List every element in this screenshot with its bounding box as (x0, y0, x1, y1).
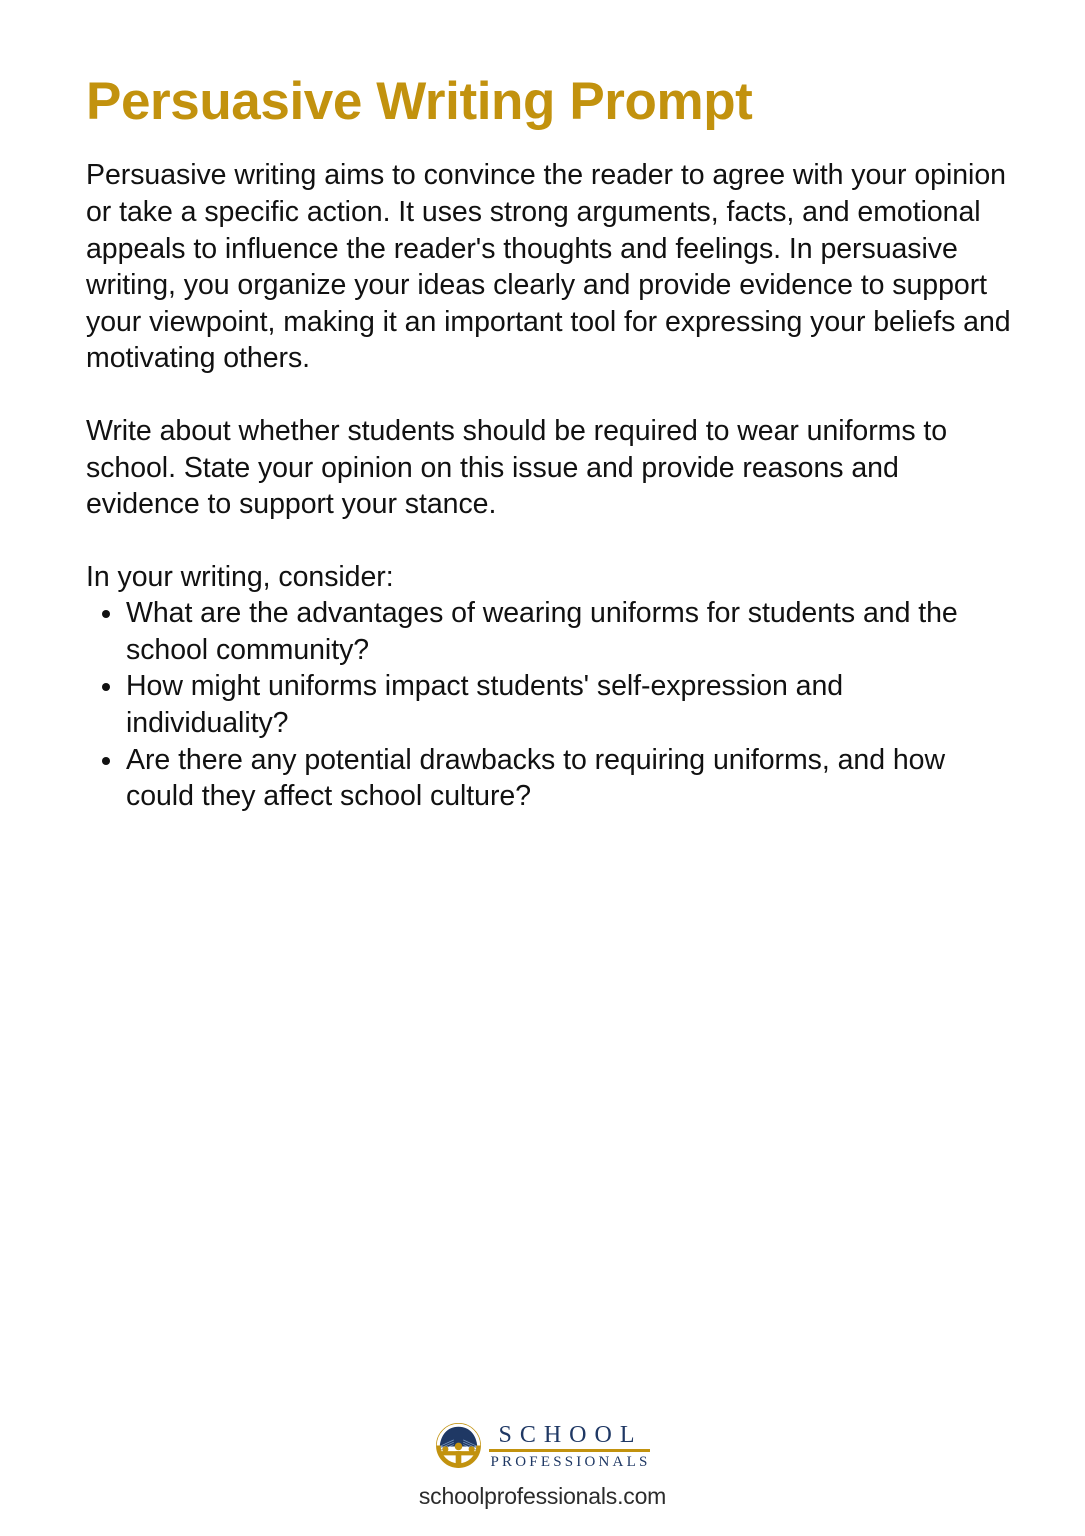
page-title: Persuasive Writing Prompt (86, 72, 753, 131)
brand-divider (489, 1449, 651, 1452)
brand-lockup (435, 1420, 651, 1472)
brand-wordmark (489, 1421, 651, 1470)
page-footer (0, 1420, 1085, 1511)
list-item-text: Are there any potential drawbacks to requiring uniforms, and how could they affect school culture? (126, 743, 946, 813)
brand-primary-text: SCHOOL (498, 1422, 643, 1449)
list-item-text: What are the advantages of wearing uniforms for students and the school community? (126, 597, 958, 666)
list-item-text: How might uniforms impact students' self-expression and individuality? (126, 670, 844, 740)
list-item (86, 595, 1011, 668)
intro-paragraph: Persuasive writing aims to convince the reader to agree with your opinion or take a specific action. It uses strong arguments, facts, and emotional appeals to influence the reader's thoughts and feelings. In persuasive writing, you organize your ideas clearly and provide evidence to support your viewpoint, making it an important tool for expressing your beliefs and motivating others. (86, 159, 1011, 375)
bullet-icon (102, 757, 110, 765)
list-item (86, 742, 1011, 815)
list-item (86, 668, 1011, 741)
site-url[interactable]: schoolprofessionals.com (418, 1483, 667, 1509)
bullet-icon (102, 683, 110, 691)
consider-label: In your writing, consider: (86, 560, 394, 593)
bullet-icon (102, 610, 110, 618)
task-paragraph: Write about whether students should be required to wear uniforms to school. State your opinion on this issue and provide reasons and evidence to support your stance. (86, 414, 948, 521)
prompt-content (86, 72, 1011, 815)
school-professionals-logo-icon (435, 1422, 482, 1469)
brand-secondary-text: PROFESSIONALS (490, 1453, 651, 1470)
consider-list (86, 595, 1011, 815)
